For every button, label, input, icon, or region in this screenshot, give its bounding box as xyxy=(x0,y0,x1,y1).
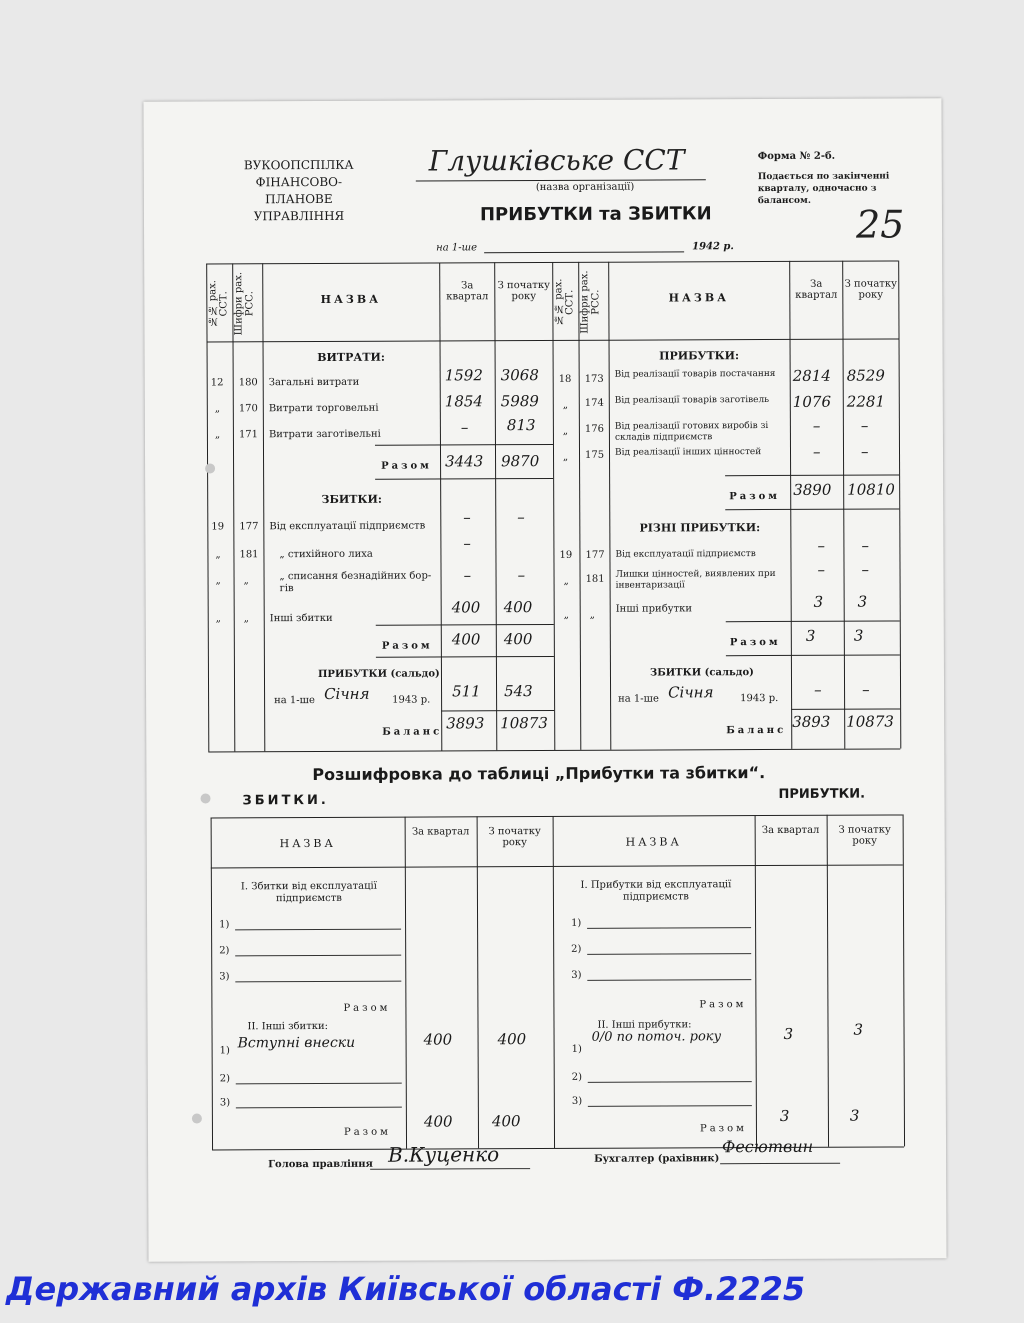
right-saldo-quarter: – xyxy=(814,680,822,699)
right-row2-num: „ xyxy=(562,399,569,411)
date-year: 1942 р. xyxy=(692,241,734,253)
right-total2-year: 3 xyxy=(853,626,864,645)
left-row7-code: „ xyxy=(243,613,249,625)
left-saldo-month: Січня xyxy=(324,684,370,703)
right-row7-year: 3 xyxy=(857,592,868,611)
left-row5-quarter: – xyxy=(463,534,471,553)
form-note: Подається по закінченні кварталу, одночасно з балансом. xyxy=(757,171,890,207)
left-row6-year: – xyxy=(517,566,526,585)
org-name-caption: (назва організації) xyxy=(535,181,635,194)
right-saldo-date-prefix: на 1-ше xyxy=(618,693,659,705)
breakdown-left-item1-num: 1) xyxy=(219,1045,230,1057)
left-row5-name: „ стихійного лиха xyxy=(279,548,373,561)
right-row6-code: 181 xyxy=(585,573,605,585)
left-row1-num: 12 xyxy=(210,377,224,389)
breakdown-left-name-header: НАЗВА xyxy=(279,836,336,851)
breakdown-left-item3-num: 3) xyxy=(219,1097,231,1109)
left-num-col-header: №№ рах. ССТ. xyxy=(207,280,230,327)
page-number: 25 xyxy=(855,202,905,247)
right-row5-quarter: – xyxy=(817,536,825,555)
right-row6-name: Лишки цінностей, виявлених при інвентаризації xyxy=(615,568,776,591)
right-row4-year: – xyxy=(860,442,869,461)
breakdown-left-total-quarter: 400 xyxy=(423,1112,453,1131)
left-section2-title: ЗБИТКИ: xyxy=(321,492,382,506)
document-title: ПРИБУТКИ та ЗБИТКИ xyxy=(479,203,712,226)
left-balance-quarter: 3893 xyxy=(446,714,485,733)
left-total1-quarter: 3443 xyxy=(445,452,484,471)
left-total2-label: Разом xyxy=(381,640,433,652)
breakdown-right-n3: 3) xyxy=(571,969,582,981)
right-row7-quarter: 3 xyxy=(813,592,824,611)
right-total2-quarter: 3 xyxy=(805,626,816,645)
left-saldo-title: ПРИБУТКИ (сальдо) xyxy=(317,668,440,680)
right-row5-num: 19 xyxy=(559,549,573,561)
breakdown-left-quarter-header: За квартал xyxy=(411,826,470,838)
right-name-col-header: НАЗВА xyxy=(668,291,730,305)
left-row2-code: 170 xyxy=(238,403,258,415)
right-row4-name: Від реалізації інших цінностей xyxy=(614,447,762,458)
left-row4-name: Від експлуатації підприємств xyxy=(269,520,426,533)
right-saldo-year: 1943 р. xyxy=(740,692,779,705)
breakdown-right-name-header: НАЗВА xyxy=(625,835,682,849)
left-row1-code: 180 xyxy=(238,377,258,389)
left-year-col-header: З початку року xyxy=(497,279,550,303)
breakdown-right-item1-num: 1) xyxy=(571,1043,582,1055)
left-row1-quarter: 1592 xyxy=(444,366,483,385)
left-row2-name: Витрати торговельні xyxy=(268,402,379,415)
breakdown-right-n1: 1) xyxy=(571,917,582,929)
right-row6-year: – xyxy=(861,560,870,579)
right-row5-name: Від експлуатації підприємств xyxy=(615,549,756,560)
chair-signature: В.Куценко xyxy=(388,1142,500,1167)
left-balance-label: Баланс xyxy=(382,726,443,738)
right-row4-num: „ xyxy=(563,451,569,463)
right-num-col-header: №№ рах. ССТ. xyxy=(553,278,576,326)
right-row6-num: „ xyxy=(563,575,569,587)
breakdown-right-heading: ПРИБУТКИ. xyxy=(778,786,866,802)
breakdown-left-item1-year: 400 xyxy=(497,1030,527,1049)
left-row6-quarter: – xyxy=(463,566,472,585)
accountant-label: Бухгалтер (рахівник) xyxy=(594,1153,720,1165)
right-row1-year: 8529 xyxy=(846,366,885,385)
right-row1-code: 173 xyxy=(584,373,604,385)
left-name-col-header: НАЗВА xyxy=(320,292,382,306)
right-row4-quarter: – xyxy=(812,442,821,461)
breakdown-right-total-quarter: 3 xyxy=(779,1106,790,1125)
left-row3-year: 813 xyxy=(506,416,536,435)
right-row3-num: „ xyxy=(562,425,569,437)
right-row1-name: Від реалізації товарів постачання xyxy=(614,368,776,380)
right-row1-num: 18 xyxy=(558,373,572,385)
right-row5-code: 177 xyxy=(585,549,605,561)
left-row6-name: „ списання безнадійних боргів xyxy=(279,570,432,595)
left-row1-year: 3068 xyxy=(500,366,539,385)
accountant-signature: Фесютвин xyxy=(721,1136,814,1157)
left-section1-title: ВИТРАТИ: xyxy=(317,350,385,364)
right-row2-quarter: 1076 xyxy=(792,392,832,411)
breakdown-right-quarter-header: За квартал xyxy=(761,824,820,837)
breakdown-right-item1-year: 3 xyxy=(853,1020,864,1039)
breakdown-left-n3: 3) xyxy=(219,971,230,983)
punch-hole xyxy=(192,1114,202,1124)
right-row3-year: – xyxy=(860,416,869,435)
left-row7-name: Інші збитки xyxy=(269,612,333,625)
breakdown-left-item1: Вступні внески xyxy=(237,1034,356,1052)
left-row3-name: Витрати заготівельні xyxy=(268,428,381,441)
left-row3-num: „ xyxy=(214,429,221,441)
right-saldo-year-value: – xyxy=(862,680,870,699)
left-saldo-year-value: 543 xyxy=(504,682,533,701)
left-row2-quarter: 1854 xyxy=(444,392,484,411)
left-row6-code: „ xyxy=(243,575,249,587)
date-prefix: на 1-ше xyxy=(436,242,477,254)
right-quarter-col-header: За квартал xyxy=(795,278,838,301)
right-total1-year: 10810 xyxy=(847,480,895,499)
right-row3-code: 176 xyxy=(584,423,605,435)
right-row5-year: – xyxy=(861,536,869,555)
right-saldo-title: ЗБИТКИ (сальдо) xyxy=(649,667,754,679)
breakdown-right-year-header: З початку року xyxy=(838,824,891,847)
left-row7-num: „ xyxy=(215,613,221,625)
left-total2-quarter: 400 xyxy=(451,630,481,649)
org-left-line3: УПРАВЛІННЯ xyxy=(253,208,345,224)
breakdown-left-year-header: З початку року xyxy=(488,826,541,849)
left-total1-label: Разом xyxy=(381,460,432,472)
left-row4-year: – xyxy=(517,508,525,527)
left-saldo-date-prefix: на 1-ше xyxy=(274,695,315,707)
right-row2-year: 2281 xyxy=(846,392,886,411)
right-code-col-header: Шифри рах. РСС. xyxy=(579,270,602,334)
breakdown-right-sec1: І. Прибутки від експлуатації підприємств xyxy=(580,879,732,903)
breakdown-left-sec1: І. Збитки від експлуатації підприємств xyxy=(240,880,377,905)
org-left-line2: ФІНАНСОВО-ПЛАНОВЕ xyxy=(255,174,343,207)
right-row7-name: Інші прибутки xyxy=(615,603,693,615)
left-row4-code: 177 xyxy=(239,521,259,533)
left-row7-year: 400 xyxy=(503,598,533,617)
left-row2-num: „ xyxy=(214,403,221,415)
left-balance-year: 10873 xyxy=(500,713,548,733)
org-left-block xyxy=(224,157,374,226)
breakdown-left-razom1: Разом xyxy=(343,1002,391,1014)
left-row1-name: Загальні витрати xyxy=(268,376,360,389)
right-row3-name: Від реалізації готових виробів зі складів підприємств xyxy=(614,421,769,443)
breakdown-left-total-year: 400 xyxy=(491,1112,521,1131)
breakdown-right-total-year: 3 xyxy=(849,1106,860,1125)
org-left-line1: ВУКООПСПІЛКА xyxy=(243,157,354,173)
left-saldo-quarter: 511 xyxy=(452,682,481,701)
left-row3-quarter: – xyxy=(460,418,469,437)
right-balance-year: 10873 xyxy=(846,712,894,731)
left-saldo-year: 1943 р. xyxy=(392,694,431,706)
right-section1-title: ПРИБУТКИ: xyxy=(659,349,740,363)
right-total1-label: Разом xyxy=(729,490,780,503)
left-quarter-col-header: За квартал xyxy=(446,280,489,303)
chair-label: Голова правління xyxy=(268,1158,373,1171)
left-row5-code: 181 xyxy=(239,549,259,561)
right-row1-quarter: 2814 xyxy=(792,366,831,385)
right-section2-title: РІЗНІ ПРИБУТКИ: xyxy=(639,521,761,535)
breakdown-right-item1: 0/0 по поточ. року xyxy=(591,1029,722,1045)
breakdown-right-item3-num: 3) xyxy=(571,1095,583,1107)
breakdown-right-razom1: Разом xyxy=(699,999,747,1011)
left-row6-num: „ xyxy=(215,575,221,587)
breakdown-title: Розшифровка до таблиці „Прибутки та збитки“. xyxy=(312,763,766,785)
right-row6-quarter: – xyxy=(817,560,826,579)
breakdown-left-heading: ЗБИТКИ. xyxy=(242,792,329,809)
breakdown-right-item1-quarter: 3 xyxy=(783,1024,794,1043)
org-name-handwritten: Глушківське ССТ xyxy=(428,143,685,178)
right-row7-num: „ xyxy=(563,609,569,621)
right-total2-label: Разом xyxy=(729,636,781,649)
punch-hole xyxy=(200,793,210,803)
right-total1-quarter: 3890 xyxy=(793,480,832,499)
right-row4-code: 175 xyxy=(584,449,605,461)
left-row3-code: 171 xyxy=(238,429,259,441)
left-row7-quarter: 400 xyxy=(451,598,481,617)
left-total1-year: 9870 xyxy=(501,452,540,471)
left-row4-num: 19 xyxy=(211,521,225,533)
breakdown-right-n2: 2) xyxy=(571,943,582,955)
breakdown-right-razom2: Разом xyxy=(699,1123,747,1135)
breakdown-left-razom2: Разом xyxy=(343,1126,391,1138)
breakdown-left-item1-quarter: 400 xyxy=(423,1030,453,1049)
punch-hole xyxy=(205,463,215,473)
right-balance-quarter: 3893 xyxy=(792,712,831,731)
breakdown-left-sec2: ІІ. Інші збитки: xyxy=(247,1020,329,1033)
breakdown-left-item2-num: 2) xyxy=(219,1073,231,1085)
left-code-col-header: Шифри рах. РСС. xyxy=(233,271,256,336)
right-row3-quarter: – xyxy=(812,416,821,435)
left-total2-year: 400 xyxy=(503,630,533,649)
breakdown-left-n2: 2) xyxy=(219,945,230,957)
right-row2-code: 174 xyxy=(584,397,604,409)
form-number: Форма № 2-б. xyxy=(757,150,836,163)
right-row2-name: Від реалізації товарів заготівель xyxy=(614,395,770,406)
left-row2-year: 5989 xyxy=(500,392,540,411)
left-row5-num: „ xyxy=(215,549,221,561)
breakdown-left-n1: 1) xyxy=(219,919,230,931)
breakdown-right-item2-num: 2) xyxy=(571,1071,583,1083)
right-row7-code: „ xyxy=(589,609,595,621)
document-sheet xyxy=(143,98,946,1261)
breakdown-right-sec2: ІІ. Інші прибутки: xyxy=(597,1019,692,1031)
right-balance-label: Баланс xyxy=(726,724,787,737)
right-year-col-header: З початку року xyxy=(844,278,897,301)
left-row4-quarter: – xyxy=(463,508,471,527)
archive-watermark: Державний архів Київської області Ф.2225 xyxy=(6,1270,806,1308)
right-saldo-month: Січня xyxy=(668,683,714,702)
